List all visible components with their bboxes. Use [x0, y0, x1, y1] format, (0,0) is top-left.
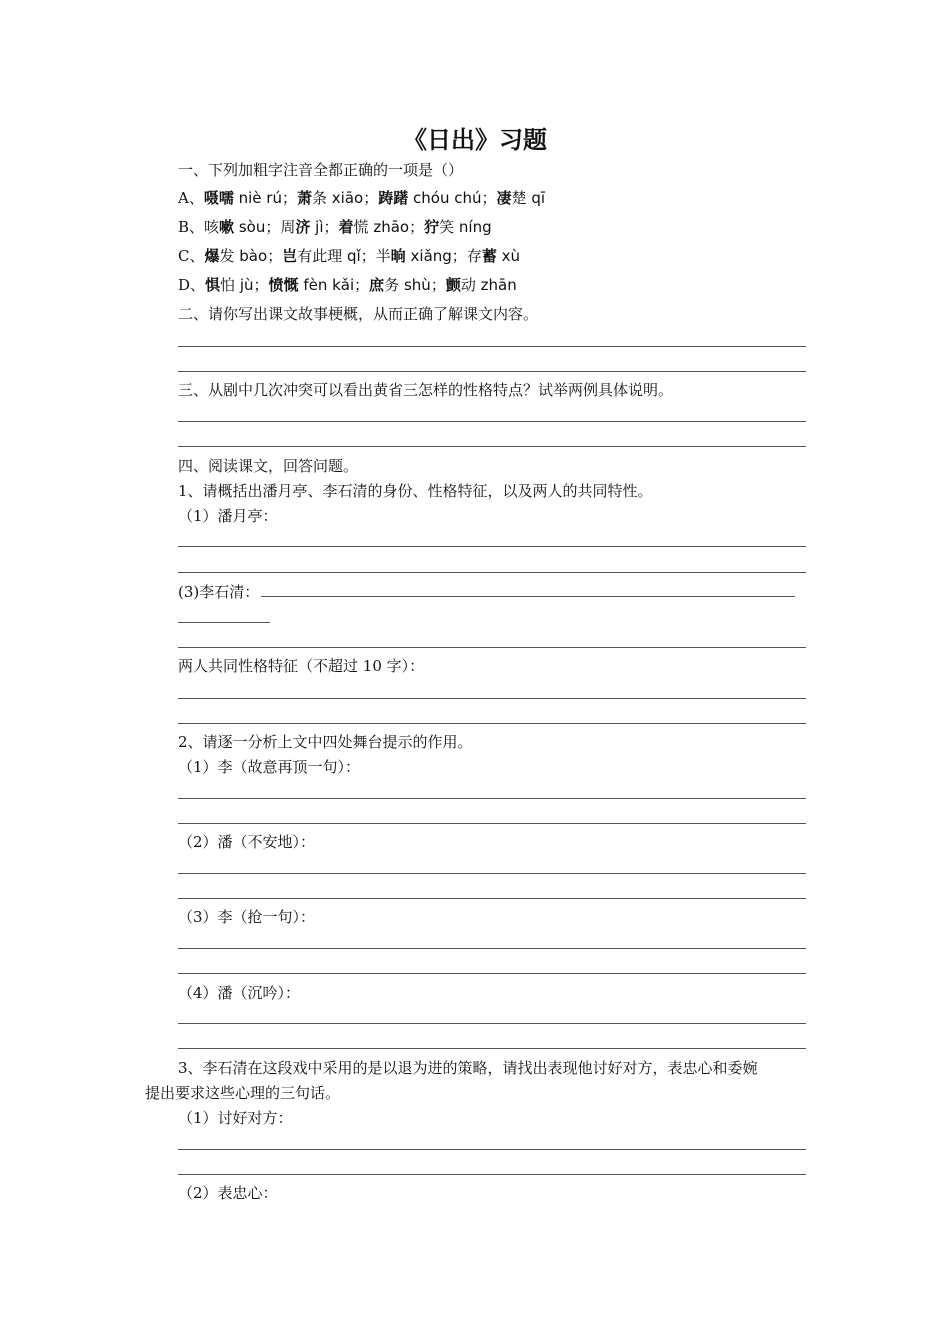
pinyin: fèn kǎi [298, 276, 355, 294]
option-a [178, 188, 545, 208]
answer-line[interactable] [178, 346, 806, 347]
bold-character: 踌躇 [378, 189, 409, 207]
answer-line[interactable] [178, 948, 806, 949]
question-4-1-b [178, 582, 795, 602]
question-4-1-c: 两人共同性格特征（不超过 10 字）： [178, 657, 425, 675]
answer-line[interactable] [178, 572, 806, 573]
plain-character: 半 [375, 247, 391, 265]
plain-character: 动 [460, 276, 476, 294]
answer-line[interactable] [178, 973, 806, 974]
bold-character: 颤 [445, 276, 461, 294]
separator: ； [267, 247, 283, 265]
option-c [178, 246, 520, 266]
question-4-3-a: （1）讨好对方： [178, 1109, 293, 1127]
answer-line[interactable] [178, 1023, 806, 1024]
question-1-stem: 一、下列加粗字注音全都正确的一项是（） [178, 161, 464, 179]
answer-line[interactable] [178, 1048, 806, 1049]
answer-line[interactable] [178, 798, 806, 799]
pinyin: zhāo [368, 218, 410, 236]
option-item [280, 218, 338, 236]
option-letter: C、 [178, 247, 205, 265]
bold-character: 爆 [204, 247, 220, 265]
pinyin: bào [234, 247, 268, 265]
answer-line[interactable] [178, 446, 806, 447]
answer-line[interactable] [178, 1174, 806, 1175]
pinyin: niè rú [233, 189, 282, 207]
option-item [424, 218, 492, 236]
option-item [204, 189, 297, 207]
separator: ； [430, 276, 446, 294]
plain-character: 怕 [220, 276, 236, 294]
plain-character: 条 [312, 189, 328, 207]
question-4-2-item-4: （4）潘（沉吟）： [178, 984, 301, 1002]
answer-line[interactable] [261, 582, 795, 597]
bold-character: 嗽 [219, 218, 235, 236]
answer-line[interactable] [178, 898, 806, 899]
pinyin: qǐ [342, 247, 361, 265]
option-letter: A、 [178, 189, 204, 207]
option-item [467, 247, 520, 265]
question-4-1-b-label: (3)李石清： [178, 583, 260, 601]
option-item [204, 218, 280, 236]
pinyin: jù [235, 276, 254, 294]
bold-character: 晌 [390, 247, 406, 265]
answer-line[interactable] [178, 698, 806, 699]
plain-character: 笑 [439, 218, 455, 236]
separator: ； [253, 276, 269, 294]
option-item [339, 218, 425, 236]
option-letter: B、 [178, 218, 205, 236]
bold-character: 愤慨 [268, 276, 299, 294]
separator: ； [323, 218, 339, 236]
separator: ； [481, 189, 497, 207]
bold-character: 济 [295, 218, 311, 236]
plain-character: 楚 [511, 189, 527, 207]
question-4-3-line-1: 3、李石清在这段戏中采用的是以退为进的策略，请找出表现他讨好对方，表忠心和委婉 [178, 1059, 758, 1077]
bold-character: 萧 [297, 189, 313, 207]
answer-line[interactable] [178, 723, 806, 724]
bold-character: 凄 [496, 189, 512, 207]
answer-line[interactable] [178, 371, 806, 372]
option-b [178, 217, 492, 237]
answer-line[interactable] [178, 546, 806, 547]
question-4-stem: 四、阅读课文，回答问题。 [178, 457, 359, 475]
plain-character: 咳 [204, 218, 220, 236]
pinyin: níng [454, 218, 492, 236]
bold-character: 着 [338, 218, 354, 236]
option-item [282, 247, 376, 265]
question-4-2-item-1: （1）李（故意再顶一句）： [178, 758, 361, 776]
pinyin: jì [310, 218, 324, 236]
question-4-2-item-3: （3）李（抢一句）： [178, 908, 316, 926]
separator: ； [363, 189, 379, 207]
separator: ； [409, 218, 425, 236]
plain-character: 慌 [353, 218, 369, 236]
pinyin: xiǎng [405, 247, 452, 265]
bold-character: 庶 [369, 276, 385, 294]
option-d [178, 275, 517, 295]
plain-character: 务 [384, 276, 400, 294]
pinyin: xù [496, 247, 520, 265]
bold-character: 嗫嚅 [203, 189, 234, 207]
option-item [205, 276, 269, 294]
plain-character: 有此理 [297, 247, 343, 265]
plain-character: 存 [466, 247, 482, 265]
answer-line[interactable] [178, 421, 806, 422]
separator: ； [354, 276, 370, 294]
option-item [297, 189, 378, 207]
answer-line[interactable] [178, 647, 806, 648]
question-4-2-item-2: （2）潘（不安地）： [178, 833, 316, 851]
option-item [446, 276, 517, 294]
question-4-2: 2、请逐一分析上文中四处舞台提示的作用。 [178, 733, 473, 751]
option-item [376, 247, 467, 265]
option-item [497, 189, 546, 207]
option-item [378, 189, 496, 207]
answer-line[interactable] [178, 622, 270, 623]
bold-character: 岂 [282, 247, 298, 265]
option-item [369, 276, 446, 294]
pinyin: shù [399, 276, 431, 294]
separator: ； [451, 247, 467, 265]
pinyin: sòu [234, 218, 266, 236]
question-4-3-line-2: 提出要求这些心理的三句话。 [145, 1084, 341, 1102]
separator: ； [265, 218, 281, 236]
page-title: 《日出》习题 [403, 126, 547, 154]
option-item [204, 247, 282, 265]
bold-character: 蓄 [481, 247, 497, 265]
option-item [269, 276, 370, 294]
question-3: 三、从剧中几次冲突可以看出黄省三怎样的性格特点？试举两例具体说明。 [178, 381, 674, 399]
separator: ； [281, 189, 297, 207]
question-4-3-b: （2）表忠心： [178, 1184, 278, 1202]
question-2: 二、请你写出课文故事梗概，从而正确了解课文内容。 [178, 305, 539, 323]
pinyin: zhān [475, 276, 517, 294]
answer-line[interactable] [178, 823, 806, 824]
plain-character: 周 [280, 218, 296, 236]
separator: ； [360, 247, 376, 265]
pinyin: chóu chú [408, 189, 482, 207]
bold-character: 狞 [424, 218, 440, 236]
plain-character: 发 [219, 247, 235, 265]
question-4-1-a: （1）潘月亭： [178, 507, 278, 525]
pinyin: xiāo [327, 189, 364, 207]
answer-line[interactable] [178, 873, 806, 874]
option-letter: D、 [178, 276, 206, 294]
bold-character: 惧 [205, 276, 221, 294]
answer-line[interactable] [178, 1149, 806, 1150]
question-4-1: 1、请概括出潘月亭、李石清的身份、性格特征，以及两人的共同特性。 [178, 482, 653, 500]
pinyin: qī [526, 189, 546, 207]
